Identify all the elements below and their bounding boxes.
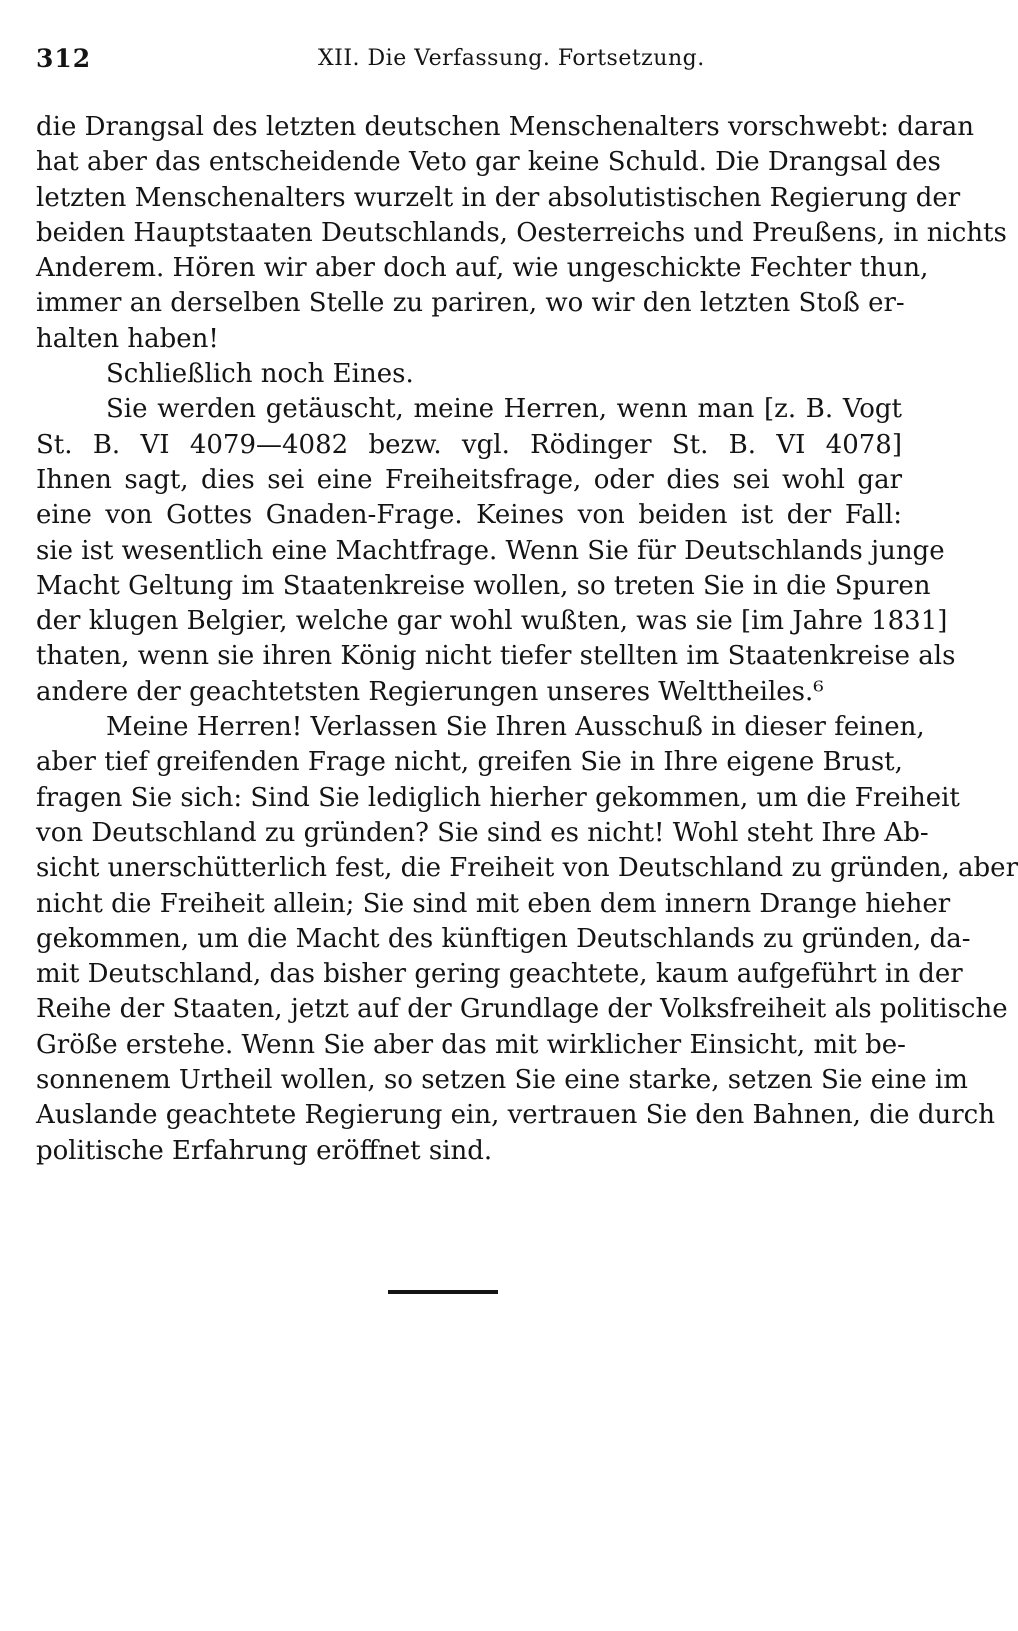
text-line: fragen Sie sich: Sind Sie lediglich hierher gekommen, um die Freiheit — [36, 782, 960, 813]
text-line: sonnenem Urtheil wollen, so setzen Sie eine starke, setzen Sie eine im — [36, 1065, 968, 1096]
text-line: hat aber das entscheidende Veto gar keine Schuld. Die Drangsal des — [36, 147, 941, 178]
text-line: halten haben! — [36, 323, 219, 354]
text-line: Reihe der Staaten, jetzt auf der Grundlage der Volksfreiheit als politische — [36, 994, 1008, 1025]
end-rule — [388, 1290, 498, 1294]
text-line: nicht die Freiheit allein; Sie sind mit eben dem innern Drange hieher — [36, 888, 951, 919]
body-text — [36, 110, 1018, 1169]
text-line: politische Erfahrung eröffnet sind. — [36, 1135, 493, 1166]
text-line: thaten, wenn sie ihren König nicht tiefer stellten im Staatenkreise als — [36, 641, 956, 672]
text-line: andere der geachtetsten Regierungen unseres Welttheiles.⁶ — [36, 676, 824, 707]
text-line: aber tief greifenden Frage nicht, greifen Sie in Ihre eigene Brust, — [36, 747, 903, 778]
text-line: sie ist wesentlich eine Machtfrage. Wenn Sie für Deutschlands junge — [36, 535, 945, 566]
text-line: St. B. VI 4079—4082 bezw. vgl. Rödinger St. B. VI 4078] — [36, 429, 902, 460]
text-line: Meine Herren! Verlassen Sie Ihren Ausschuß in dieser feinen, — [106, 712, 925, 743]
page-number: 312 — [36, 44, 92, 73]
text-line: sicht unerschütterlich fest, die Freiheit von Deutschland zu gründen, aber — [36, 853, 1018, 884]
text-line: Anderem. Hören wir aber doch auf, wie ungeschickte Fechter thun, — [36, 253, 929, 284]
text-line: die Drangsal des letzten deutschen Menschenalters vorschwebt: daran — [36, 112, 975, 142]
text-line: gekommen, um die Macht des künftigen Deutschlands zu gründen, da- — [36, 923, 971, 954]
running-head: XII. Die Verfassung. Fortsetzung. — [318, 46, 705, 71]
text-line: von Deutschland zu gründen? Sie sind es nicht! Wohl steht Ihre Ab- — [36, 817, 929, 848]
text-line: Macht Geltung im Staatenkreise wollen, so treten Sie in die Spuren — [36, 570, 931, 601]
text-line: Auslande geachtete Regierung ein, vertrauen Sie den Bahnen, die durch — [36, 1100, 995, 1131]
text-line: der klugen Belgier, welche gar wohl wußten, was sie [im Jahre 1831] — [36, 606, 948, 637]
text-line: mit Deutschland, das bisher gering geachtete, kaum aufgeführt in der — [36, 959, 963, 990]
text-line: Schließlich noch Eines. — [106, 359, 414, 390]
text-line: beiden Hauptstaaten Deutschlands, Oesterreichs und Preußens, in nichts — [36, 217, 1007, 248]
text-line: eine von Gottes Gnaden-Frage. Keines von beiden ist der Fall: — [36, 500, 902, 531]
text-line: Größe erstehe. Wenn Sie aber das mit wirklicher Einsicht, mit be- — [36, 1029, 906, 1060]
page-header — [36, 44, 906, 84]
text-line: Ihnen sagt, dies sei eine Freiheitsfrage, oder dies sei wohl gar — [36, 464, 902, 495]
text-line: letzten Menschenalters wurzelt in der absolutistischen Regierung der — [36, 182, 961, 213]
text-line: Sie werden getäuscht, meine Herren, wenn man [z. B. Vogt — [106, 394, 902, 425]
text-line: immer an derselben Stelle zu pariren, wo wir den letzten Stoß er- — [36, 288, 905, 319]
